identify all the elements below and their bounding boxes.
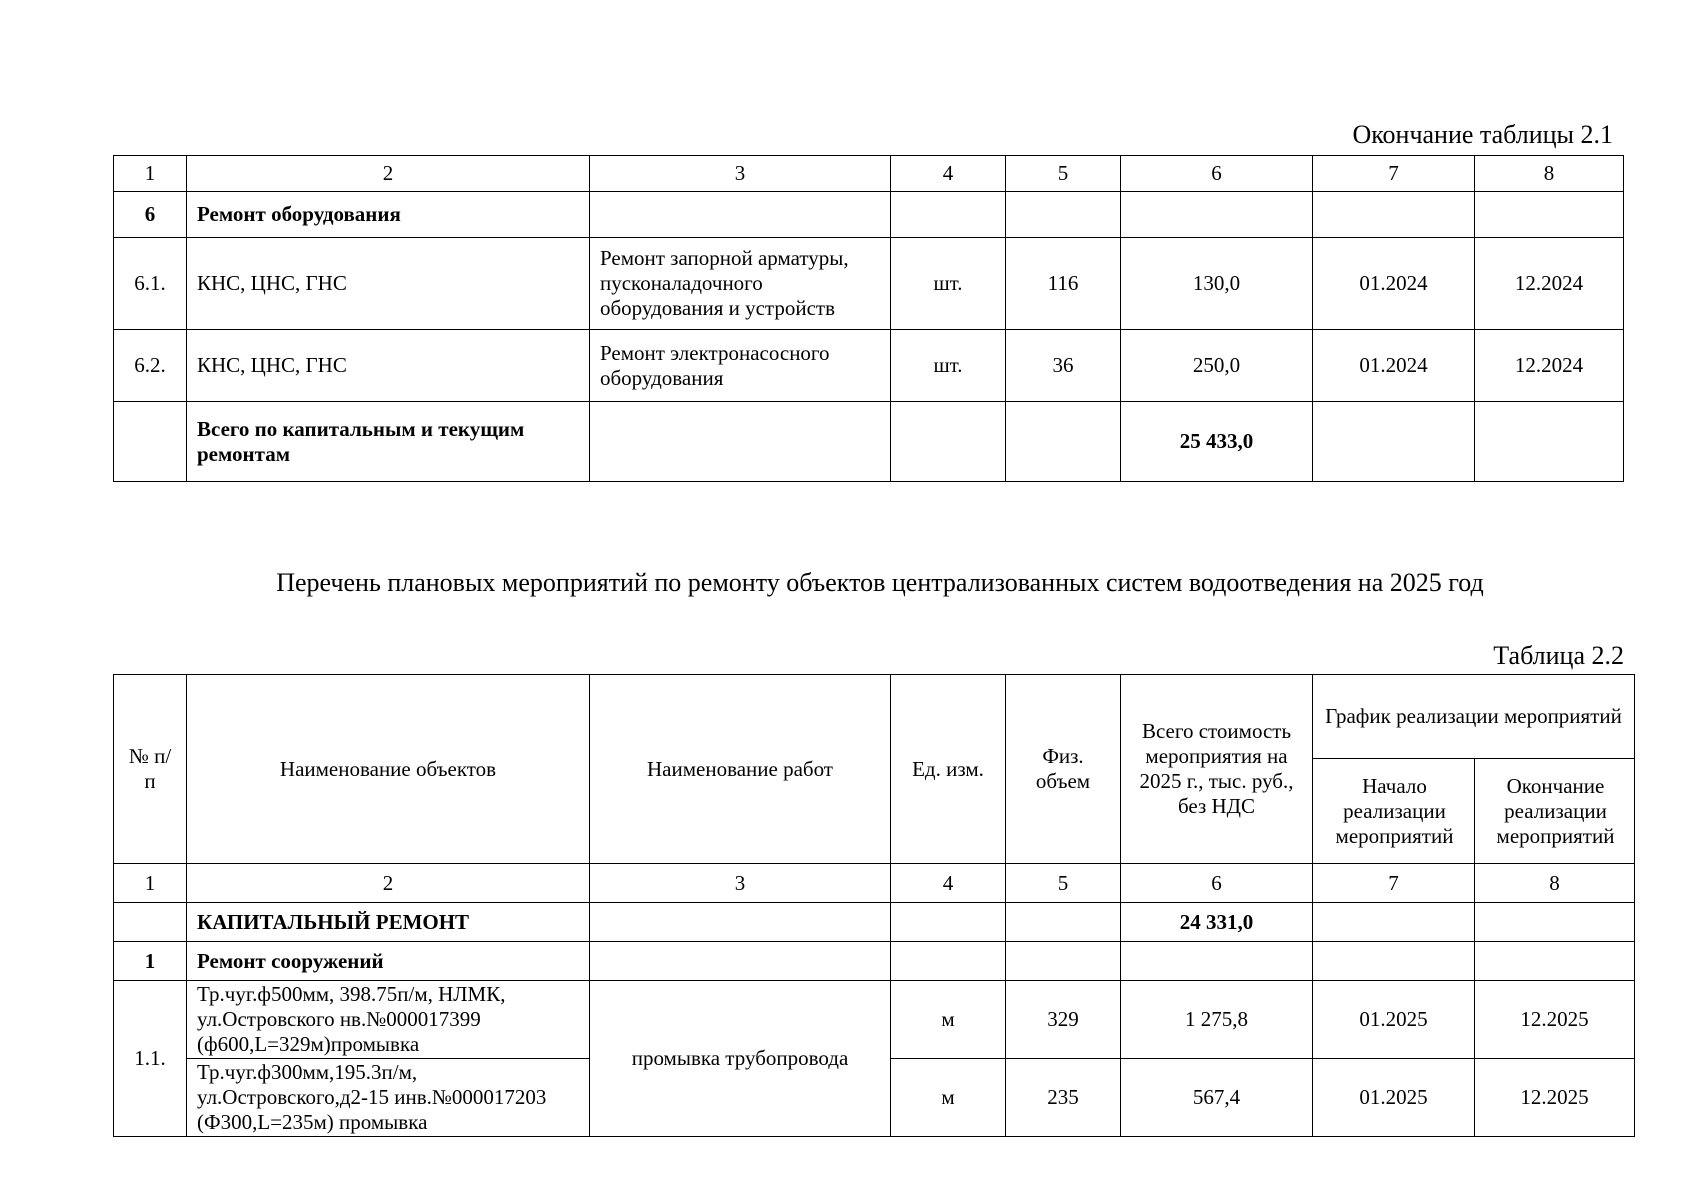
section-name: Ремонт сооружений [187,942,590,981]
row-number: 6.2. [114,330,187,402]
end-date: 12.2025 [1475,1059,1635,1137]
volume: 235 [1006,1059,1121,1137]
start-date: 01.2024 [1313,238,1475,330]
unit: м [891,981,1006,1059]
header-cost: Всего стоимость мероприятия на 2025 г., тыс. руб., без НДС [1121,675,1313,864]
column-number: 8 [1475,156,1624,192]
column-number: 4 [891,156,1006,192]
section-number: 6 [114,192,187,238]
section-name: Ремонт оборудования [187,192,590,238]
unit: шт. [891,330,1006,402]
column-number: 2 [187,156,590,192]
table-2-2 [113,674,1635,1137]
column-number: 7 [1313,156,1475,192]
cost: 1 275,8 [1121,981,1313,1059]
column-number: 5 [1006,864,1121,903]
header-start: Начало реализации мероприятий [1313,759,1475,864]
column-number: 3 [590,864,891,903]
header-unit: Ед. изм. [891,675,1006,864]
header-object: Наименование объектов [187,675,590,864]
section-row [114,942,1635,981]
volume: 116 [1006,238,1121,330]
header-number: № п/п [114,675,187,864]
volume: 329 [1006,981,1121,1059]
table-caption: Окончание таблицы 2.1 [1352,120,1613,149]
column-number: 6 [1121,156,1313,192]
cost: 567,4 [1121,1059,1313,1137]
table-caption: Таблица 2.2 [1493,641,1624,670]
table-row [114,981,1635,1059]
document-title: Перечень плановых мероприятий по ремонту объектов централизованных систем водоотведения на 2025 год [276,568,1484,597]
end-date: 12.2025 [1475,981,1635,1059]
column-number-row [114,156,1624,192]
start-date: 01.2025 [1313,1059,1475,1137]
column-number: 3 [590,156,891,192]
table-2-1-end [113,155,1624,482]
object-name: КНС, ЦНС, ГНС [187,330,590,402]
cost: 250,0 [1121,330,1313,402]
header-volume: Физ. объем [1006,675,1121,864]
section-row [114,192,1624,238]
work-name: Ремонт электронасосного оборудования [590,330,891,402]
table-row [114,330,1624,402]
capital-repair-label: КАПИТАЛЬНЫЙ РЕМОНТ [187,903,590,942]
work-name: Ремонт запорной арматуры, пусконаладочного оборудования и устройств [590,238,891,330]
capital-repair-cost: 24 331,0 [1121,903,1313,942]
object-name: КНС, ЦНС, ГНС [187,238,590,330]
total-cost: 25 433,0 [1121,402,1313,482]
capital-repair-row [114,903,1635,942]
column-number: 1 [114,864,187,903]
header-row [114,675,1635,759]
column-number: 8 [1475,864,1635,903]
cost: 130,0 [1121,238,1313,330]
end-date: 12.2024 [1475,238,1624,330]
total-row [114,402,1624,482]
total-label: Всего по капитальным и текущим ремонтам [187,402,590,482]
object-name: Тр.чуг.ф300мм,195.3п/м, ул.Островского,д2-15 инв.№000017203 (Ф300,L=235м) промывка [187,1059,590,1137]
end-date: 12.2024 [1475,330,1624,402]
header-work: Наименование работ [590,675,891,864]
column-number: 5 [1006,156,1121,192]
column-number-row [114,864,1635,903]
column-number: 2 [187,864,590,903]
object-name: Тр.чуг.ф500мм, 398.75п/м, НЛМК, ул.Островского нв.№000017399 (ф600,L=329м)промывка [187,981,590,1059]
header-schedule: График реализации мероприятий [1313,675,1635,759]
header-end: Окончание реализации мероприятий [1475,759,1635,864]
volume: 36 [1006,330,1121,402]
column-number: 1 [114,156,187,192]
row-number: 6.1. [114,238,187,330]
column-number: 4 [891,864,1006,903]
start-date: 01.2025 [1313,981,1475,1059]
start-date: 01.2024 [1313,330,1475,402]
unit: шт. [891,238,1006,330]
unit: м [891,1059,1006,1137]
column-number: 7 [1313,864,1475,903]
row-number: 1.1. [114,981,187,1137]
work-name: промывка трубопровода [590,981,891,1137]
section-number: 1 [114,942,187,981]
table-row [114,238,1624,330]
column-number: 6 [1121,864,1313,903]
